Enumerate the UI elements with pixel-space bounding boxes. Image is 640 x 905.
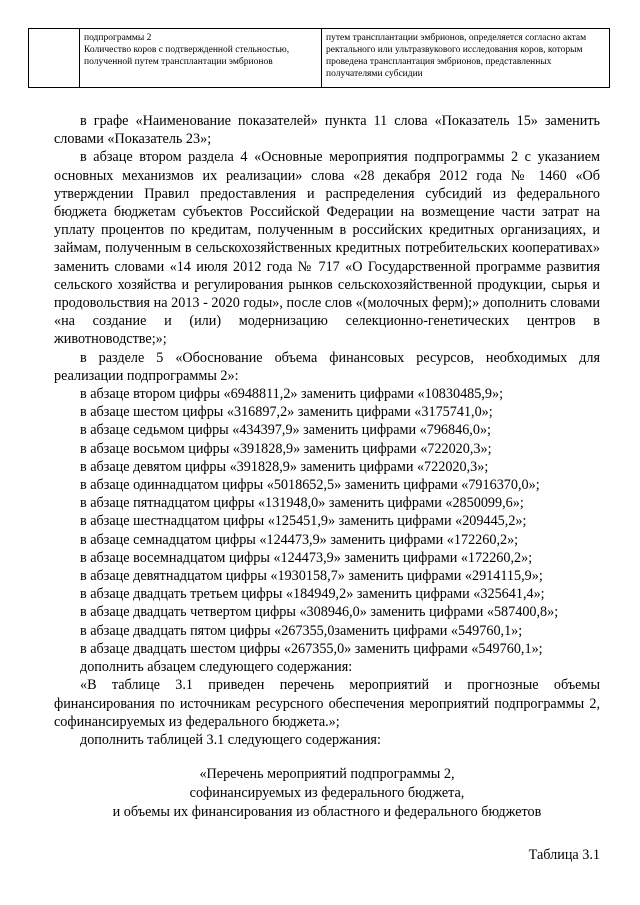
- table-cell-indicator: [80, 29, 322, 88]
- list-item: в абзаце двадцать пятом цифры «267355,0заменить цифрами «549760,1»;: [80, 622, 523, 639]
- add-table-line: дополнить таблицей 3.1 следующего содержания:: [80, 731, 381, 748]
- list-item: в абзаце двадцать шестом цифры «267355,0» заменить цифрами «549760,1»;: [80, 640, 543, 657]
- list-item: в абзаце двадцать третьем цифры «184949,2» заменить цифрами «325641,4»;: [80, 586, 545, 603]
- table-cell-number: [29, 29, 80, 88]
- list-item: в абзаце седьмом цифры «434397,9» заменить цифрами «796846,0»;: [80, 422, 491, 439]
- list-item: в абзаце семнадцатом цифры «124473,9» заменить цифрами «172260,2»;: [80, 531, 519, 548]
- list-item: в абзаце одиннадцатом цифры «5018652,5» заменить цифрами «7916370,0»;: [80, 477, 540, 494]
- paragraph: в разделе 5 «Обоснование объема финансовых ресурсов, необходимых для реализации подпрограммы 2»:: [54, 349, 600, 384]
- heading-line: софинансируемых из федерального бюджета,: [189, 785, 465, 802]
- heading-line: «Перечень мероприятий подпрограммы 2,: [199, 766, 455, 783]
- table-label: Таблица 3.1: [528, 847, 600, 864]
- list-item: в абзаце шестом цифры «316897,2» заменить цифрами «3175741,0»;: [80, 404, 493, 421]
- table-heading: [54, 765, 600, 822]
- heading-line: и объемы их финансирования из областного и федерального бюджетов: [112, 804, 542, 821]
- top-table-fragment: [28, 28, 610, 88]
- list-item: в абзаце восемнадцатом цифры «124473,9» заменить цифрами «172260,2»;: [80, 549, 533, 566]
- paragraph: в графе «Наименование показателей» пункта 11 слова «Показатель 15» заменить словами «Показатель 23»;: [54, 113, 600, 148]
- table-cell-description: путем трансплантации эмбрионов, определяется согласно актам ректального или ультразвукового исследования коров, которым проведена трансплантация эмбрионов, представленных получателями субсидии: [322, 29, 610, 88]
- list-item: в абзаце втором цифры «6948811,2» заменить цифрами «10830485,9»;: [80, 386, 504, 403]
- list-item: в абзаце восьмом цифры «391828,9» заменить цифрами «722020,3»;: [80, 440, 492, 457]
- list-item: в абзаце пятнадцатом цифры «131948,0» заменить цифрами «2850099,6»;: [80, 495, 524, 512]
- list-item: дополнить абзацем следующего содержания:: [80, 659, 353, 676]
- list-item: в абзаце девятом цифры «391828,9» заменить цифрами «722020,3»;: [80, 458, 489, 475]
- list-item: в абзаце девятнадцатом цифры «1930158,7» заменить цифрами «2914115,9»;: [80, 568, 543, 585]
- table-row: [29, 29, 610, 88]
- list-item: в абзаце шестнадцатом цифры «125451,9» заменить цифрами «209445,2»;: [80, 513, 527, 530]
- paragraph: в абзаце втором раздела 4 «Основные мероприятия подпрограммы 2 с указанием основных механизмов их реализации» слова «28 декабря 2012 года № 1460 «Об утверждении Правил предоставления и распределения субсидий из федерального бюджета бюджетам субъектов Российской Федерации на возмещение части затрат на уплату процентов по кредитам, полученным в российских кредитных организациях, и займам, полученным в сельскохозяйственных кредитных потребительских кооперативах» заменить словами «14 июля 2012 года № 717 «О Государственной программе развития сельского хозяйства и регулирования рынков сельскохозяйственной продукции, сырья и продовольствия на 2013 - 2020 годы», после слов «(молочных ферм);» дополнить словами «на создание и (или) модернизацию селекционно-генетических центров в животноводстве;»;: [54, 149, 600, 348]
- quote-paragraph: «В таблице 3.1 приведен перечень мероприятий и прогнозные объемы финансирования по источникам ресурсного обеспечения мероприятий подпрограммы 2, софинансируемых из федерального бюджета.»;: [54, 677, 600, 730]
- list-item: в абзаце двадцать четвертом цифры «308946,0» заменить цифрами «587400,8»;: [80, 604, 559, 621]
- document-body: [54, 112, 600, 864]
- indicator-text: подпрограммы 2 Количество коров с подтвержденной стельностью, полученной путем трансплантации эмбрионов: [84, 33, 290, 67]
